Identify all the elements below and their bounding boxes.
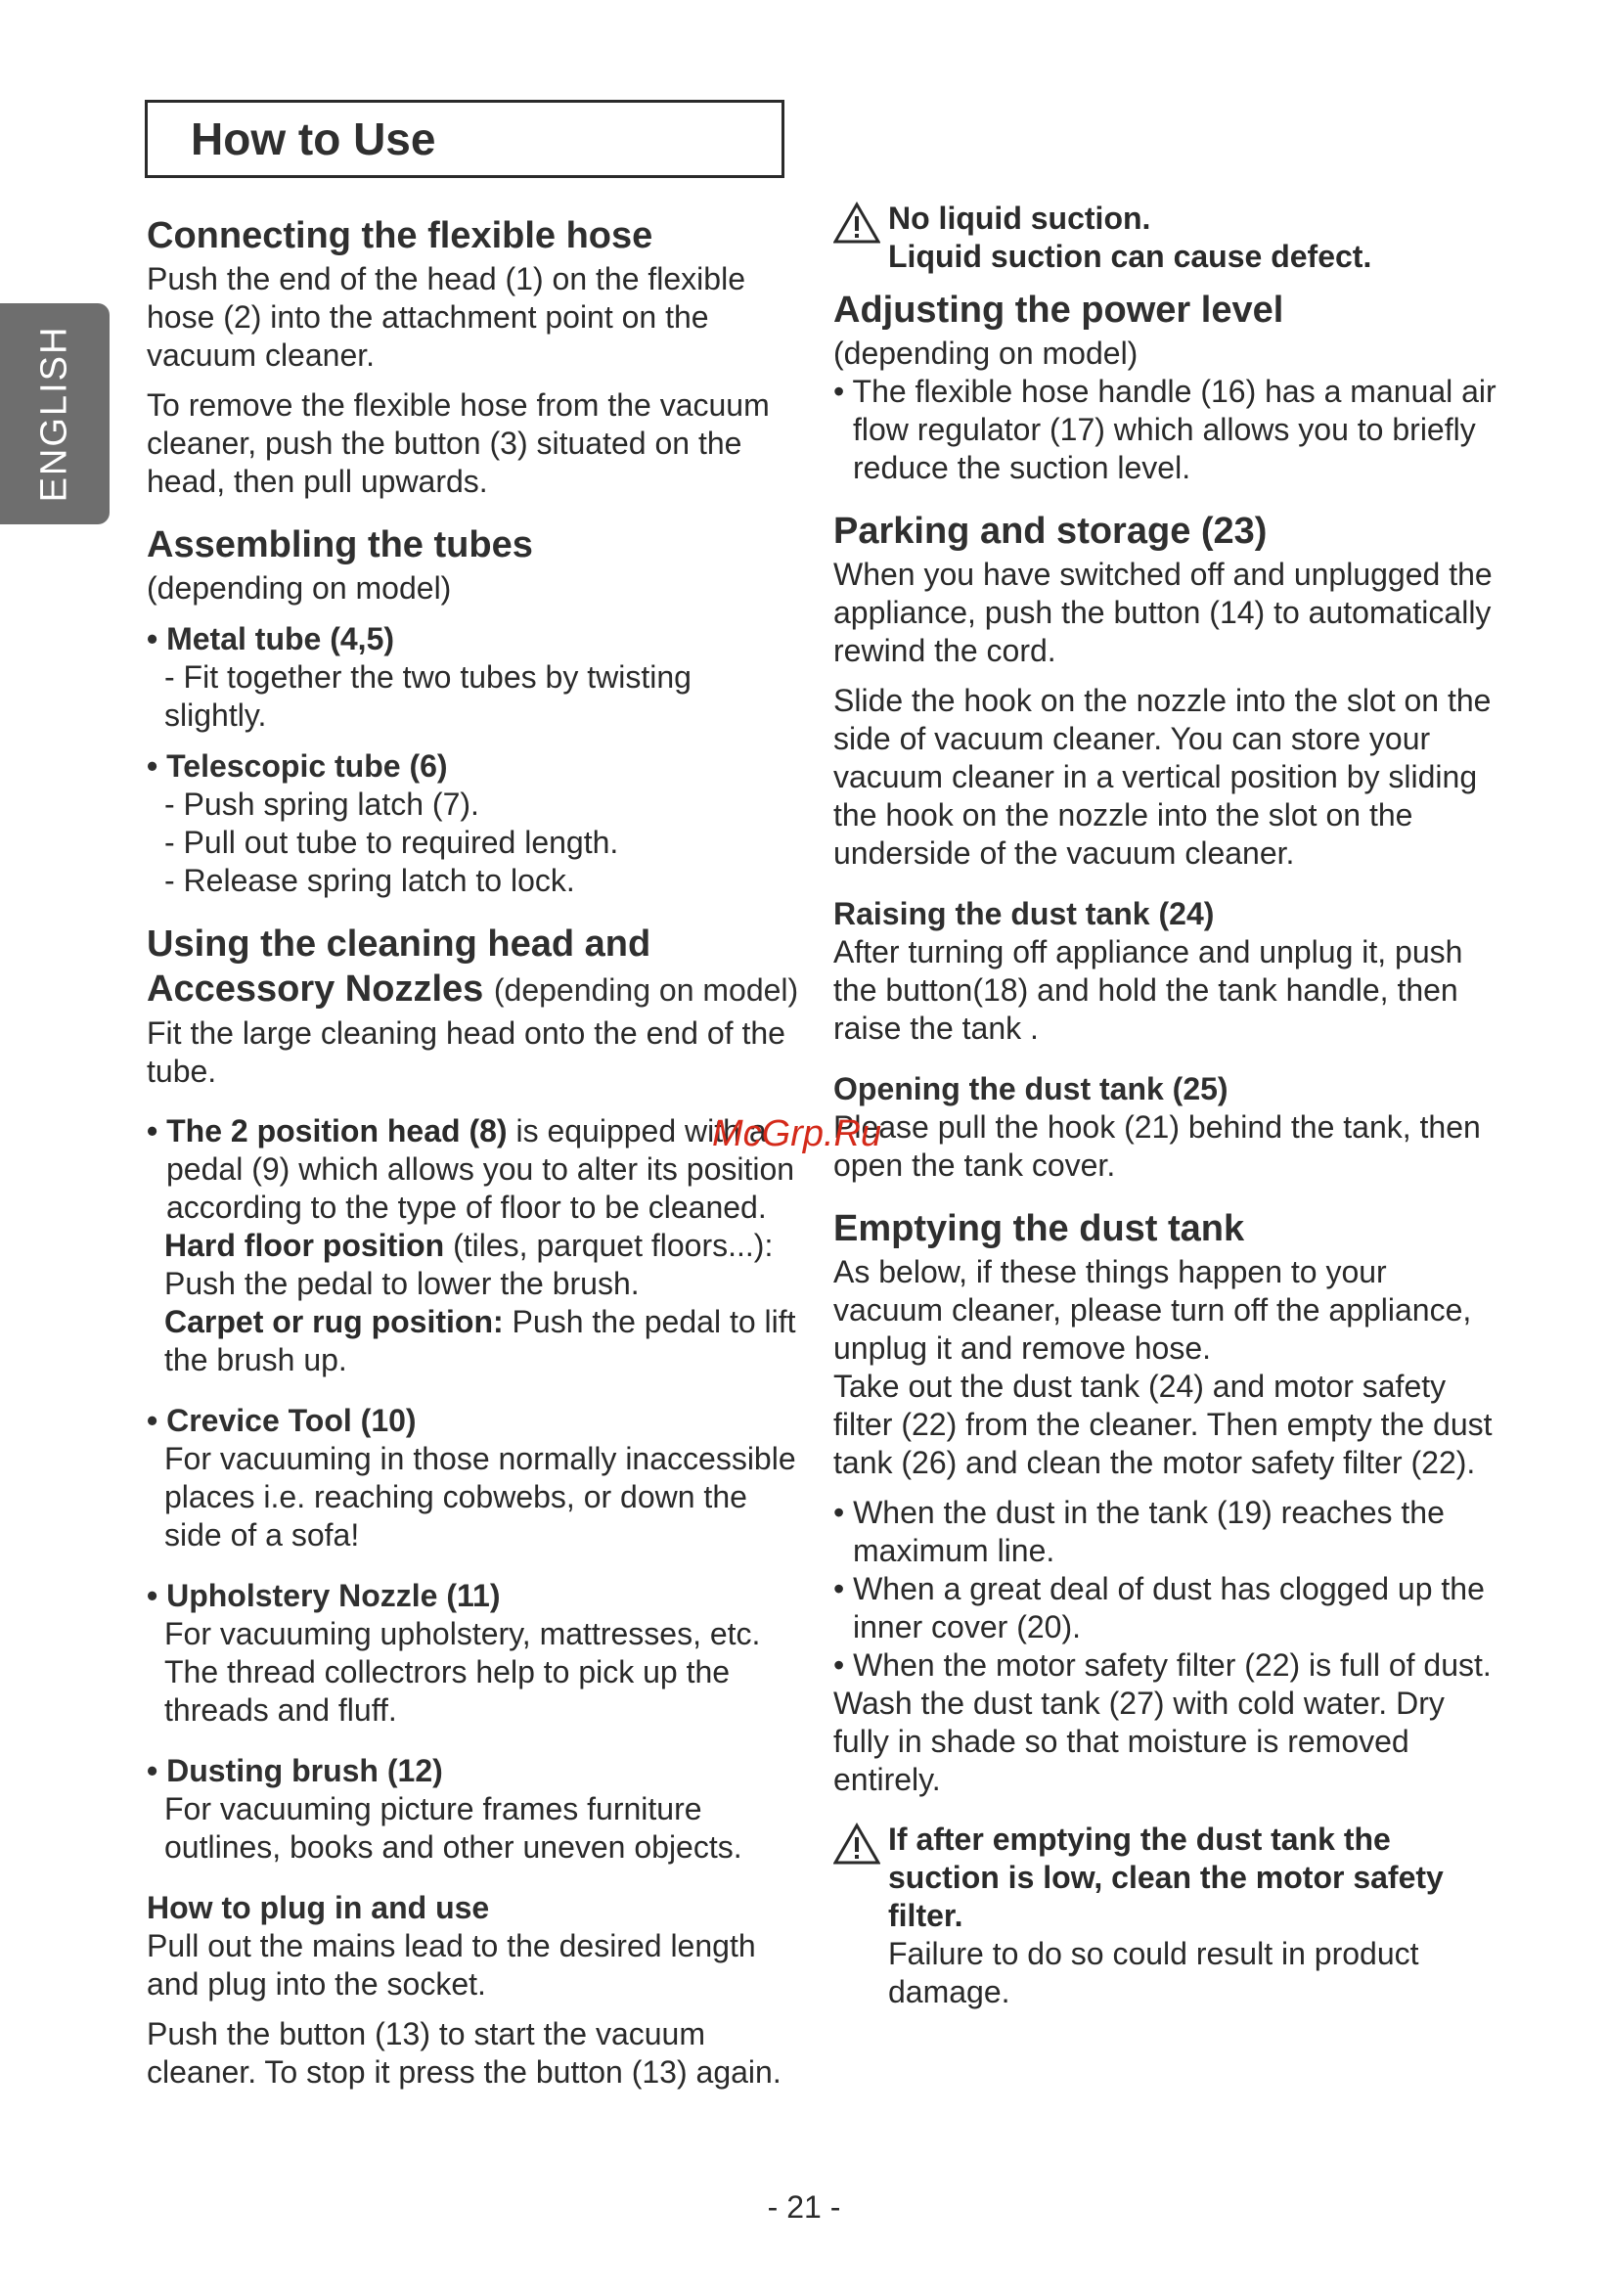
- heads-heading-text: Using the cleaning head and Accessory Nozzles: [147, 923, 651, 1010]
- liquid-warning-line-2: Liquid suction can cause defect.: [888, 239, 1372, 274]
- watermark: McGrp.Ru: [712, 1113, 882, 1154]
- raising-heading: Raising the dust tank (24): [833, 896, 1215, 931]
- page-number: - 21 -: [767, 2189, 841, 2225]
- upholstery-text: For vacuuming upholstery, mattresses, etc. The thread collectrors help to pick up the threads and fluff.: [164, 1616, 761, 1728]
- hose-heading: Connecting the flexible hose: [147, 215, 653, 256]
- hose-text-2: To remove the flexible hose from the vacuum cleaner, push the button (3) situated on the head, then pull upwards.: [147, 387, 770, 499]
- two-position-title: • The 2 position head (8): [147, 1113, 508, 1148]
- emptying-text-3: Wash the dust tank (27) with cold water. Dry fully in shade so that moisture is removed entirely.: [833, 1686, 1445, 1797]
- dusting-brush-title: • Dusting brush (12): [147, 1753, 443, 1788]
- metal-tube-step: - Fit together the two tubes by twisting slightly.: [164, 659, 692, 733]
- left-column: [147, 213, 802, 2092]
- suction-warning: [833, 1821, 1498, 2011]
- parking-heading: Parking and storage (23): [833, 511, 1268, 552]
- liquid-warning-line-1: No liquid suction.: [888, 201, 1151, 236]
- language-tab: [0, 303, 110, 524]
- carpet-text: Push the pedal to lift the brush up.: [164, 1304, 796, 1377]
- suction-warning-text: Failure to do so could result in product damage.: [888, 1936, 1419, 2009]
- power-subtitle: (depending on model): [833, 336, 1139, 371]
- telescopic-step-1: - Push spring latch (7).: [164, 787, 479, 822]
- carpet-title: Carpet or rug position:: [164, 1304, 504, 1339]
- emptying-heading: Emptying the dust tank: [833, 1208, 1245, 1249]
- opening-text: Please pull the hook (21) behind the tank, then open the tank cover.: [833, 1109, 1481, 1183]
- emptying-bullet-2: • When a great deal of dust has clogged up the inner cover (20).: [833, 1571, 1485, 1644]
- power-heading: Adjusting the power level: [833, 290, 1284, 331]
- right-column: [833, 200, 1498, 2011]
- dusting-brush-text: For vacuuming picture frames furniture outlines, books and other uneven objects.: [164, 1791, 742, 1865]
- hard-floor: [147, 1227, 802, 1303]
- upholstery-title: • Upholstery Nozzle (11): [147, 1578, 501, 1613]
- page-title-box: [145, 100, 784, 178]
- hose-text-1: Push the end of the head (1) on the flexible hose (2) into the attachment point on the vacuum cleaner.: [147, 261, 745, 373]
- warning-icon: [833, 202, 880, 245]
- heads-heading-sub: (depending on model): [493, 972, 799, 1008]
- telescopic-step-3: - Release spring latch to lock.: [164, 863, 575, 898]
- tubes-subtitle: (depending on model): [147, 570, 452, 606]
- emptying-text-2: Take out the dust tank (24) and motor safety filter (22) from the cleaner. Then empty the dust tank (26) and clean the motor safety filter (22).: [833, 1369, 1493, 1480]
- crevice-text: For vacuuming in those normally inaccessible places i.e. reaching cobwebs, or down the side of a sofa!: [164, 1441, 796, 1553]
- parking-text-2: Slide the hook on the nozzle into the slot on the side of vacuum cleaner. You can store your vacuum cleaner in a vertical position by sliding the hook on the nozzle into the slot on the underside of the vacuum cleaner.: [833, 683, 1492, 871]
- two-position-text: is equipped with a pedal (9) which allows you to alter its position according to the type of floor to be cleaned.: [166, 1113, 795, 1225]
- telescopic-step-2: - Pull out tube to required length.: [164, 825, 619, 860]
- plug-text-2: Push the button (13) to start the vacuum cleaner. To stop it press the button (13) again.: [147, 2016, 782, 2090]
- emptying-bullet-3: • When the motor safety filter (22) is full of dust.: [833, 1647, 1492, 1683]
- metal-tube-title: • Metal tube (4,5): [147, 621, 395, 656]
- language-label: ENGLISH: [33, 325, 75, 503]
- warning-icon-2: [833, 1823, 880, 1866]
- parking-text-1: When you have switched off and unplugged the appliance, push the button (14) to automatically rewind the cord.: [833, 557, 1493, 668]
- power-text: • The flexible hose handle (16) has a manual air flow regulator (17) which allows you to briefly reduce the suction level.: [833, 374, 1496, 485]
- heads-heading: [147, 922, 802, 1013]
- plug-heading: How to plug in and use: [147, 1890, 490, 1925]
- emptying-text-1: As below, if these things happen to your vacuum cleaner, please turn off the appliance, unplug it and remove hose.: [833, 1254, 1472, 1366]
- carpet: [147, 1303, 802, 1379]
- two-position-head: [147, 1112, 802, 1227]
- heads-intro: Fit the large cleaning head onto the end of the tube.: [147, 1015, 785, 1089]
- tubes-heading: Assembling the tubes: [147, 524, 533, 565]
- page-title: How to Use: [191, 113, 436, 164]
- hard-floor-title: Hard floor position: [164, 1228, 445, 1263]
- opening-heading: Opening the dust tank (25): [833, 1071, 1228, 1106]
- crevice-title: • Crevice Tool (10): [147, 1403, 417, 1438]
- hard-floor-text: (tiles, parquet floors...): Push the pedal to lower the brush.: [164, 1228, 774, 1301]
- telescopic-tube-title: • Telescopic tube (6): [147, 748, 448, 784]
- raising-text: After turning off appliance and unplug it, push the button(18) and hold the tank handle, then raise the tank .: [833, 934, 1463, 1046]
- suction-warning-bold: If after emptying the dust tank the suction is low, clean the motor safety filter.: [888, 1822, 1444, 1933]
- plug-text-1: Pull out the mains lead to the desired length and plug into the socket.: [147, 1928, 756, 2002]
- emptying-bullet-1: • When the dust in the tank (19) reaches the maximum line.: [833, 1495, 1445, 1568]
- liquid-warning: [833, 200, 1498, 276]
